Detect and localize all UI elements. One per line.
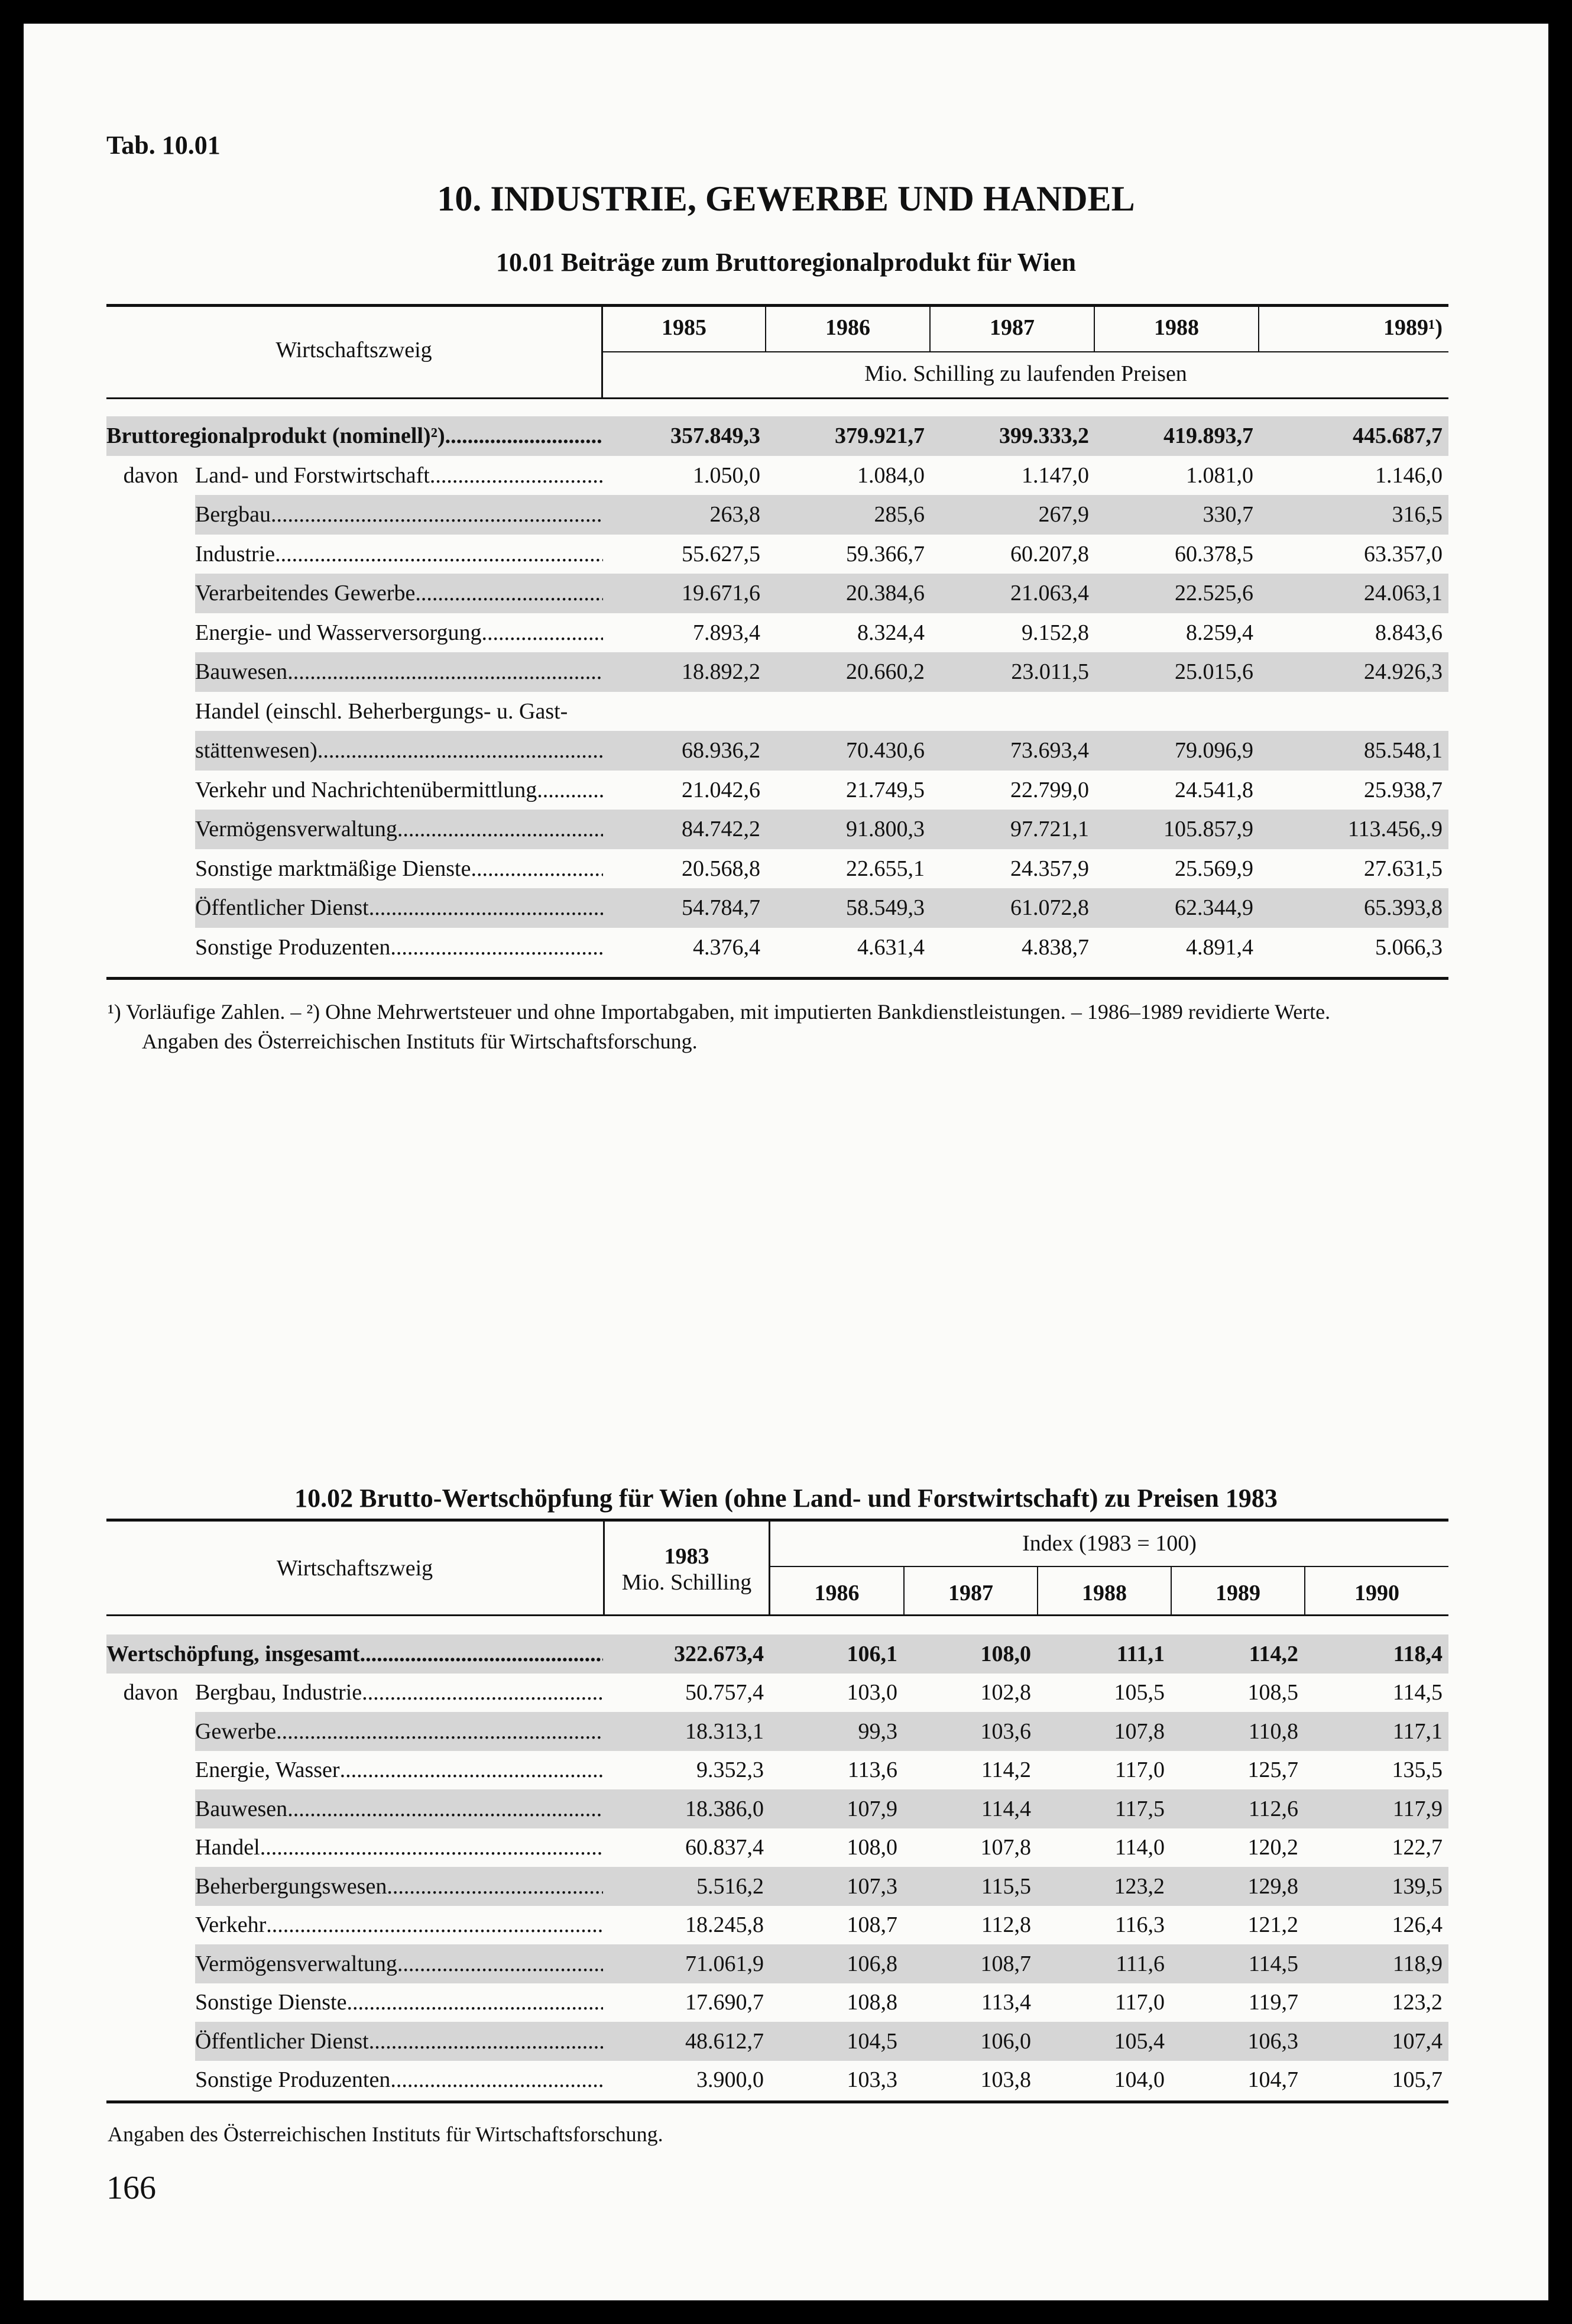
cell-value: 21.042,6 bbox=[682, 777, 761, 802]
row-label-text: Energie- und Wasserversorgung bbox=[195, 620, 482, 645]
cell-value: 108,7 bbox=[903, 1944, 1037, 1983]
table1-year-1989: 1989¹) bbox=[1383, 315, 1443, 340]
cell-value: 263,8 bbox=[603, 495, 766, 535]
cell-value: 123,2 bbox=[1037, 1867, 1171, 1906]
row-label bbox=[195, 2022, 603, 2061]
row-prefix bbox=[106, 652, 195, 692]
row-label-text: Vermögensverwaltung bbox=[195, 1951, 397, 1976]
table-row bbox=[106, 771, 1448, 810]
row-label bbox=[195, 1944, 603, 1983]
cell-value: 107,8 bbox=[980, 1835, 1032, 1860]
leader-dots bbox=[415, 580, 603, 606]
cell-value bbox=[1095, 692, 1259, 731]
cell-value: 316,5 bbox=[1259, 495, 1448, 535]
table2-year-1988: 1988 bbox=[1082, 1581, 1127, 1606]
row-label bbox=[195, 1828, 603, 1867]
row-label bbox=[195, 1674, 603, 1713]
leader-dots bbox=[369, 895, 603, 921]
table1-body bbox=[106, 416, 1448, 967]
cell-value: 8.259,4 bbox=[1186, 620, 1254, 645]
cell-value: 4.631,4 bbox=[857, 934, 925, 960]
table1-bottom-rule bbox=[106, 977, 1448, 980]
row-label-text: Verkehr bbox=[195, 1912, 267, 1938]
cell-value: 9.352,3 bbox=[696, 1757, 764, 1783]
cell-value: 104,7 bbox=[1247, 2067, 1299, 2093]
table-row bbox=[106, 456, 1448, 496]
cell-value: 4.891,4 bbox=[1186, 934, 1254, 960]
cell-value: 59.366,7 bbox=[846, 541, 925, 567]
cell-value: 73.693,4 bbox=[931, 731, 1095, 771]
cell-value: 79.096,9 bbox=[1095, 731, 1259, 771]
cell-value: 105,7 bbox=[1392, 2067, 1443, 2093]
row-label bbox=[195, 574, 603, 613]
leader-dots bbox=[445, 423, 603, 449]
row-label-text: Energie, Wasser bbox=[195, 1757, 340, 1783]
cell-value: 111,6 bbox=[1037, 1944, 1171, 1983]
cell-value: 8.843,6 bbox=[1375, 620, 1443, 645]
row-label bbox=[195, 535, 603, 574]
document-page bbox=[24, 24, 1548, 2300]
row-prefix bbox=[106, 810, 195, 849]
cell-value: 107,4 bbox=[1304, 2022, 1448, 2061]
row-prefix bbox=[106, 574, 195, 613]
cell-value: 3.900,0 bbox=[696, 2067, 764, 2093]
cell-value: 118,4 bbox=[1304, 1634, 1448, 1674]
cell-value: 8.324,4 bbox=[857, 620, 925, 645]
row-label bbox=[195, 928, 603, 967]
cell-value: 18.313,1 bbox=[603, 1712, 770, 1751]
cell-value bbox=[1259, 692, 1448, 731]
leader-dots bbox=[260, 1834, 603, 1860]
leader-dots bbox=[287, 1796, 603, 1822]
table-row bbox=[106, 692, 1448, 731]
table-row bbox=[106, 888, 1448, 928]
cell-value: 111,1 bbox=[1037, 1634, 1171, 1674]
row-prefix bbox=[106, 849, 195, 889]
cell-value: 85.548,1 bbox=[1259, 731, 1448, 771]
cell-value: 112,8 bbox=[981, 1912, 1032, 1938]
leader-dots bbox=[362, 1679, 603, 1705]
leader-dots bbox=[317, 737, 603, 763]
table2-year-1989: 1989 bbox=[1216, 1581, 1260, 1606]
row-label bbox=[195, 456, 603, 496]
table1-year-1985: 1985 bbox=[662, 315, 706, 340]
cell-value: 107,3 bbox=[770, 1867, 903, 1906]
row-label bbox=[195, 731, 603, 771]
cell-value: 419.893,7 bbox=[1095, 416, 1259, 456]
row-prefix bbox=[106, 2061, 195, 2100]
row-label bbox=[195, 771, 603, 810]
leader-dots bbox=[387, 1873, 603, 1899]
row-label-text: Öffentlicher Dienst bbox=[195, 2028, 369, 2054]
cell-value: 357.849,3 bbox=[603, 416, 766, 456]
table-row bbox=[106, 1674, 1448, 1713]
cell-value: 9.152,8 bbox=[1022, 620, 1090, 645]
cell-value: 24.926,3 bbox=[1259, 652, 1448, 692]
row-label bbox=[106, 1634, 603, 1674]
leader-dots bbox=[471, 856, 603, 882]
chapter-title: 10. INDUSTRIE, GEWERBE UND HANDEL bbox=[437, 179, 1135, 218]
cell-value: 129,8 bbox=[1171, 1867, 1304, 1906]
cell-value: 285,6 bbox=[766, 495, 931, 535]
row-prefix bbox=[106, 1983, 195, 2022]
row-label-text: Handel (einschl. Beherbergungs- u. Gast- bbox=[195, 698, 568, 724]
cell-value: 21.063,4 bbox=[931, 574, 1095, 613]
row-label bbox=[195, 849, 603, 889]
table-row bbox=[106, 731, 1448, 771]
row-label-text: Bauwesen bbox=[195, 659, 288, 685]
leader-dots bbox=[397, 1951, 603, 1977]
row-label bbox=[195, 1906, 603, 1945]
row-label bbox=[195, 1983, 603, 2022]
cell-value: 113.456,.9 bbox=[1259, 810, 1448, 849]
row-prefix bbox=[106, 888, 195, 928]
table1-footnote-1: ¹) Vorläufige Zahlen. – ²) Ohne Mehrwertsteuer und ohne Importabgaben, mit imputierten Bankdienstleistungen. – 1986–1989 revidierte Werte. bbox=[108, 1000, 1331, 1024]
cell-value: 117,0 bbox=[1114, 1990, 1165, 2015]
row-label-text: Verarbeitendes Gewerbe bbox=[195, 581, 416, 606]
cell-value: 105,4 bbox=[1037, 2022, 1171, 2061]
table1-year-1988: 1988 bbox=[1154, 315, 1199, 340]
table-row bbox=[106, 2061, 1448, 2100]
row-label-text: Land- und Forstwirtschaft bbox=[195, 462, 430, 488]
cell-value: 112,6 bbox=[1171, 1789, 1304, 1828]
table2-col-header: Wirtschaftszweig bbox=[276, 1556, 433, 1581]
row-prefix bbox=[106, 1906, 195, 1945]
cell-value: 114,0 bbox=[1114, 1835, 1165, 1860]
cell-value: 61.072,8 bbox=[931, 888, 1095, 928]
row-label-text: Bergbau, Industrie bbox=[195, 1680, 362, 1705]
cell-value: 1.147,0 bbox=[1022, 462, 1090, 488]
cell-value: 24.063,1 bbox=[1259, 574, 1448, 613]
cell-value: 21.749,5 bbox=[846, 777, 925, 802]
cell-value: 24.357,9 bbox=[1010, 856, 1090, 881]
row-prefix bbox=[106, 2022, 195, 2061]
cell-value: 103,3 bbox=[847, 2067, 898, 2093]
table2-base-unit: Mio. Schilling bbox=[621, 1570, 752, 1595]
row-label bbox=[195, 888, 603, 928]
leader-dots bbox=[275, 541, 603, 567]
cell-value: 106,8 bbox=[770, 1944, 903, 1983]
table-row bbox=[106, 574, 1448, 613]
row-label bbox=[195, 2061, 603, 2100]
table2-title: 10.02 Brutto-Wertschöpfung für Wien (ohne Land- und Forstwirtschaft) zu Preisen 1983 bbox=[294, 1484, 1278, 1513]
cell-value: 126,4 bbox=[1392, 1912, 1443, 1938]
cell-value: 139,5 bbox=[1304, 1867, 1448, 1906]
cell-value: 19.671,6 bbox=[603, 574, 766, 613]
cell-value bbox=[603, 692, 766, 731]
row-prefix bbox=[106, 1789, 195, 1828]
cell-value: 91.800,3 bbox=[766, 810, 931, 849]
cell-value bbox=[766, 692, 931, 731]
leader-dots bbox=[430, 462, 603, 488]
cell-value: 123,2 bbox=[1392, 1990, 1443, 2015]
row-label bbox=[195, 1712, 603, 1751]
table2-bottom-rule bbox=[106, 2100, 1448, 2103]
table-row bbox=[106, 1789, 1448, 1828]
row-prefix bbox=[106, 1712, 195, 1751]
cell-value: 18.386,0 bbox=[603, 1789, 770, 1828]
table-row bbox=[106, 613, 1448, 653]
cell-value: 22.525,6 bbox=[1095, 574, 1259, 613]
cell-value: 17.690,7 bbox=[685, 1990, 764, 2015]
cell-value: 108,0 bbox=[903, 1634, 1037, 1674]
cell-value: 20.568,8 bbox=[682, 856, 761, 881]
cell-value: 63.357,0 bbox=[1364, 541, 1443, 567]
leader-dots bbox=[390, 934, 603, 960]
cell-value: 104,0 bbox=[1114, 2067, 1165, 2093]
cell-value: 120,2 bbox=[1247, 1835, 1299, 1860]
cell-value: 20.660,2 bbox=[766, 652, 931, 692]
leader-dots bbox=[369, 2028, 603, 2054]
cell-value: 70.430,6 bbox=[766, 731, 931, 771]
row-prefix: davon bbox=[123, 462, 179, 488]
cell-value: 114,5 bbox=[1392, 1680, 1443, 1705]
cell-value: 4.376,4 bbox=[693, 934, 761, 960]
table-row bbox=[106, 2022, 1448, 2061]
table-row bbox=[106, 1634, 1448, 1674]
cell-value: 84.742,2 bbox=[603, 810, 766, 849]
cell-value: 122,7 bbox=[1392, 1835, 1443, 1860]
row-prefix bbox=[106, 928, 195, 967]
cell-value: 1.050,0 bbox=[693, 462, 761, 488]
cell-value: 25.015,6 bbox=[1095, 652, 1259, 692]
leader-dots bbox=[276, 1718, 603, 1744]
row-prefix bbox=[106, 1867, 195, 1906]
row-prefix bbox=[106, 731, 195, 771]
cell-value: 23.011,5 bbox=[931, 652, 1095, 692]
leader-dots bbox=[482, 620, 604, 646]
row-label-text: Gewerbe bbox=[195, 1718, 277, 1744]
cell-value: 104,5 bbox=[770, 2022, 903, 2061]
cell-value: 65.393,8 bbox=[1259, 888, 1448, 928]
table-row bbox=[106, 1751, 1448, 1790]
table2-base-year: 1983 bbox=[664, 1544, 709, 1569]
row-label-text: Öffentlicher Dienst bbox=[195, 895, 369, 921]
table-row bbox=[106, 416, 1448, 456]
cell-value: 117,5 bbox=[1037, 1789, 1171, 1828]
cell-value: 116,3 bbox=[1114, 1912, 1165, 1938]
cell-value: 108,5 bbox=[1247, 1680, 1299, 1705]
cell-value: 60.378,5 bbox=[1175, 541, 1254, 567]
cell-value: 20.384,6 bbox=[766, 574, 931, 613]
table-row bbox=[106, 849, 1448, 889]
cell-value: 379.921,7 bbox=[766, 416, 931, 456]
cell-value: 135,5 bbox=[1392, 1757, 1443, 1783]
table1-year-1986: 1986 bbox=[825, 315, 870, 340]
cell-value: 106,3 bbox=[1171, 2022, 1304, 2061]
cell-value: 48.612,7 bbox=[603, 2022, 770, 2061]
cell-value: 27.631,5 bbox=[1364, 856, 1443, 881]
row-label bbox=[195, 1789, 603, 1828]
cell-value: 25.569,9 bbox=[1175, 856, 1254, 881]
tab-label: Tab. 10.01 bbox=[106, 131, 221, 160]
table-row bbox=[106, 810, 1448, 849]
leader-dots bbox=[537, 777, 603, 803]
leader-dots bbox=[360, 1641, 603, 1667]
cell-value: 113,4 bbox=[981, 1990, 1032, 2015]
row-prefix: davon bbox=[123, 1680, 179, 1705]
cell-value: 117,1 bbox=[1304, 1712, 1448, 1751]
table2-index-label: Index (1983 = 100) bbox=[1022, 1531, 1197, 1556]
row-label-text: Sonstige marktmäßige Dienste bbox=[195, 856, 471, 881]
row-label bbox=[106, 416, 603, 456]
cell-value: 113,6 bbox=[847, 1757, 898, 1783]
leader-dots bbox=[397, 816, 603, 842]
cell-value: 121,2 bbox=[1247, 1912, 1299, 1938]
cell-value: 110,8 bbox=[1171, 1712, 1304, 1751]
cell-value: 18.245,8 bbox=[685, 1912, 764, 1938]
row-label-text: Beherbergungswesen bbox=[195, 1873, 387, 1899]
row-label bbox=[195, 1867, 603, 1906]
cell-value: 108,7 bbox=[847, 1912, 898, 1938]
table1-title: 10.01 Beiträge zum Bruttoregionalprodukt für Wien bbox=[495, 248, 1077, 277]
row-prefix bbox=[106, 495, 195, 535]
cell-value: 99,3 bbox=[770, 1712, 903, 1751]
row-label bbox=[195, 652, 603, 692]
cell-value: 114,2 bbox=[1171, 1634, 1304, 1674]
cell-value: 107,8 bbox=[1037, 1712, 1171, 1751]
cell-value: 107,9 bbox=[770, 1789, 903, 1828]
row-label bbox=[195, 692, 603, 731]
row-label-text: Sonstige Produzenten bbox=[195, 2067, 391, 2093]
row-label-text: Bergbau bbox=[195, 502, 271, 527]
cell-value: 322.673,4 bbox=[603, 1634, 770, 1674]
row-prefix bbox=[106, 692, 195, 731]
cell-value: 60.207,8 bbox=[1010, 541, 1090, 567]
leader-dots bbox=[266, 1912, 603, 1938]
cell-value: 4.838,7 bbox=[1022, 934, 1090, 960]
cell-value: 445.687,7 bbox=[1259, 416, 1448, 456]
table1-col-header: Wirtschaftszweig bbox=[275, 338, 432, 362]
table-row bbox=[106, 495, 1448, 535]
cell-value: 119,7 bbox=[1248, 1990, 1299, 2015]
row-label-text: Sonstige Dienste bbox=[195, 1990, 347, 2015]
table-row bbox=[106, 1828, 1448, 1867]
cell-value: 71.061,9 bbox=[603, 1944, 770, 1983]
table-row bbox=[106, 1906, 1448, 1945]
row-label-text: Vermögensverwaltung bbox=[195, 817, 397, 842]
cell-value: 399.333,2 bbox=[931, 416, 1095, 456]
cell-value: 106,0 bbox=[903, 2022, 1037, 2061]
cell-value: 103,0 bbox=[847, 1680, 898, 1705]
cell-value: 1.081,0 bbox=[1186, 462, 1254, 488]
cell-value: 108,8 bbox=[847, 1990, 898, 2015]
cell-value: 1.084,0 bbox=[857, 462, 925, 488]
cell-value: 18.892,2 bbox=[603, 652, 766, 692]
table2-body bbox=[106, 1634, 1448, 2099]
cell-value: 55.627,5 bbox=[682, 541, 761, 567]
table2-year-1990: 1990 bbox=[1354, 1581, 1399, 1606]
cell-value: 68.936,2 bbox=[603, 731, 766, 771]
cell-value: 58.549,3 bbox=[766, 888, 931, 928]
cell-value bbox=[931, 692, 1095, 731]
table-row bbox=[106, 1712, 1448, 1751]
table-row bbox=[106, 652, 1448, 692]
row-label bbox=[195, 613, 603, 653]
row-label bbox=[195, 495, 603, 535]
table-row bbox=[106, 1944, 1448, 1983]
cell-value: 50.757,4 bbox=[685, 1680, 764, 1705]
cell-value: 54.784,7 bbox=[603, 888, 766, 928]
cell-value: 105,5 bbox=[1114, 1680, 1165, 1705]
leader-dots bbox=[287, 659, 603, 685]
cell-value: 125,7 bbox=[1247, 1757, 1299, 1783]
cell-value: 118,9 bbox=[1304, 1944, 1448, 1983]
cell-value: 267,9 bbox=[931, 495, 1095, 535]
table1-footnote-2: Angaben des Österreichischen Instituts für Wirtschaftsforschung. bbox=[142, 1030, 698, 1053]
table-row bbox=[106, 535, 1448, 574]
table-row bbox=[106, 1867, 1448, 1906]
cell-value: 330,7 bbox=[1095, 495, 1259, 535]
table1-year-1987: 1987 bbox=[990, 315, 1035, 340]
cell-value: 114,5 bbox=[1171, 1944, 1304, 1983]
cell-value: 105.857,9 bbox=[1095, 810, 1259, 849]
row-label bbox=[195, 810, 603, 849]
leader-dots bbox=[390, 2067, 603, 2093]
table2-footnote: Angaben des Österreichischen Instituts für Wirtschaftsforschung. bbox=[108, 2122, 663, 2146]
row-label-text: Wertschöpfung, insgesamt bbox=[106, 1641, 360, 1666]
row-prefix bbox=[106, 1828, 195, 1867]
table-row bbox=[106, 928, 1448, 967]
row-label-text: Bauwesen bbox=[195, 1796, 288, 1821]
row-label-text: Industrie bbox=[195, 541, 275, 567]
cell-value: 117,9 bbox=[1304, 1789, 1448, 1828]
cell-value: 24.541,8 bbox=[1175, 777, 1254, 802]
cell-value: 5.516,2 bbox=[603, 1867, 770, 1906]
cell-value: 114,4 bbox=[903, 1789, 1037, 1828]
cell-value: 7.893,4 bbox=[693, 620, 761, 645]
cell-value: 22.799,0 bbox=[1010, 777, 1090, 802]
cell-value: 108,0 bbox=[847, 1835, 898, 1860]
row-prefix bbox=[106, 613, 195, 653]
leader-dots bbox=[346, 1989, 603, 2015]
cell-value: 115,5 bbox=[903, 1867, 1037, 1906]
row-label-text: Handel bbox=[195, 1835, 260, 1860]
row-label-text: Bruttoregionalprodukt (nominell)²) bbox=[106, 423, 445, 449]
cell-value: 1.146,0 bbox=[1375, 462, 1443, 488]
cell-value: 22.655,1 bbox=[846, 856, 925, 881]
row-label bbox=[195, 1751, 603, 1790]
row-prefix bbox=[106, 535, 195, 574]
cell-value: 103,8 bbox=[980, 2067, 1032, 2093]
row-label-text: Verkehr und Nachrichtenübermittlung bbox=[195, 777, 537, 802]
cell-value: 5.066,3 bbox=[1375, 934, 1443, 960]
row-label-text: stättenwesen) bbox=[195, 738, 317, 763]
cell-value: 103,6 bbox=[903, 1712, 1037, 1751]
cell-value: 114,2 bbox=[981, 1757, 1032, 1783]
leader-dots bbox=[340, 1757, 603, 1783]
cell-value: 25.938,7 bbox=[1364, 777, 1443, 802]
table-row bbox=[106, 1983, 1448, 2022]
cell-value: 102,8 bbox=[980, 1680, 1032, 1705]
cell-value: 62.344,9 bbox=[1095, 888, 1259, 928]
table1-unit: Mio. Schilling zu laufenden Preisen bbox=[864, 361, 1187, 386]
row-label-text: Sonstige Produzenten bbox=[195, 934, 391, 960]
cell-value: 117,0 bbox=[1114, 1757, 1165, 1783]
cell-value: 60.837,4 bbox=[685, 1835, 764, 1860]
table2-year-1987: 1987 bbox=[948, 1581, 993, 1606]
row-prefix bbox=[106, 1751, 195, 1790]
page-number: 166 bbox=[106, 2170, 156, 2206]
leader-dots bbox=[271, 501, 603, 527]
cell-value: 106,1 bbox=[770, 1634, 903, 1674]
row-prefix bbox=[106, 771, 195, 810]
table2-year-1986: 1986 bbox=[814, 1581, 860, 1606]
cell-value: 97.721,1 bbox=[931, 810, 1095, 849]
row-prefix bbox=[106, 1944, 195, 1983]
